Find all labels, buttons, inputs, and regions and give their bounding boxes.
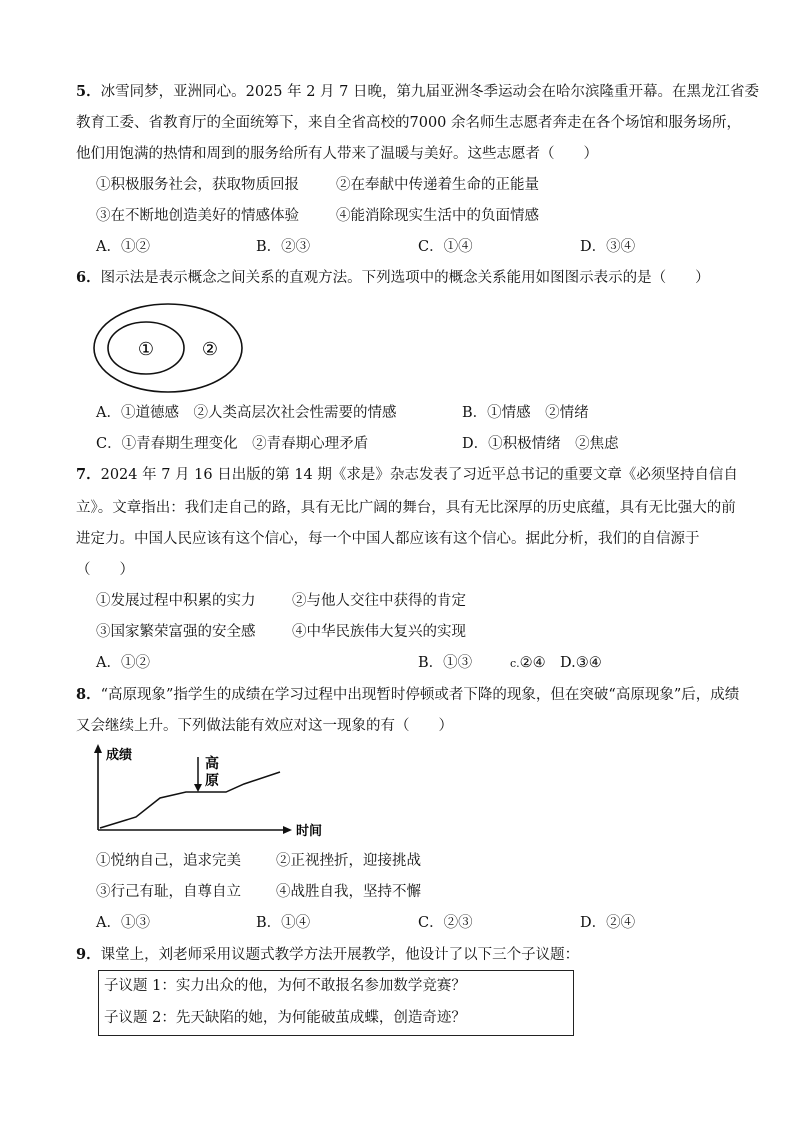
q8-statement-1: ①悦纳自己，追求完美 [96,853,241,869]
q8-option-c[interactable]: C．②③ [418,915,473,931]
q7-line-1 [76,465,738,485]
q5-option-c[interactable]: C．①④ [418,239,473,255]
q8-plateau-arrowhead [194,784,202,792]
q8-y-axis-arrow [94,744,102,753]
q8-chart-xlabel: 时间 [296,824,323,839]
q9-text-1: 课堂上，刘老师采用议题式教学方法开展教学，他设计了以下三个子议题： [100,947,580,963]
q5-statement-4: ④能消除现实生活中的负面情感 [336,208,539,224]
q6-venn-diagram [92,300,252,396]
q5-line-2: 教育工委、省教育厅的全面统筹下，来自全省高校的7000 余名师生志愿者奔走在各个场馆和服务场所， [76,115,742,131]
q9-subtopic-2: 子议题 2：先天缺陷的她，为何能破茧成蝶，创造奇迹？ [104,1010,466,1026]
q9-subtopic-1: 子议题 1：实力出众的他，为何不敢报名参加数学竞赛？ [104,978,466,994]
q6-option-b[interactable]: B．①情感 ②情绪 [462,405,589,421]
q7-option-a[interactable]: A．①② [96,655,150,671]
q8-score-curve [100,772,280,828]
q5-statement-3: ③在不断地创造美好的情感体验 [96,208,299,224]
q7-line-2: 立》。文章指出：我们走自己的路，具有无比广阔的舞台，具有无比深厚的历史底蕴，具有无比强大的前 [76,500,736,516]
q8-option-d[interactable]: D．②④ [580,915,636,931]
q8-annot-gao: 高 [205,756,219,772]
q6-line-1 [76,268,710,288]
q7-line-3: 进定力。中国人民应该有这个信心，每一个中国人都应该有这个信心。据此分析，我们的自信源于 [76,531,700,547]
q7-option-c[interactable] [510,653,546,674]
q7-option-b[interactable]: B．①③ [418,655,473,671]
q5-option-b[interactable]: B．②③ [256,239,311,255]
q6-outer-ellipse [94,304,242,392]
q7-option-c-prefix: c. [510,657,520,670]
q7-option-c-text: ②④ [519,655,546,671]
q7-statement-1: ①发展过程中积累的实力 [96,593,256,609]
q5-option-a[interactable]: A．①② [96,239,150,255]
q8-number: 8． [76,686,101,703]
q6-option-c[interactable]: C．①青春期生理变化 ②青春期心理矛盾 [96,436,369,452]
q9-line-1 [76,945,579,965]
q8-option-b[interactable]: B．①④ [256,915,311,931]
q8-annot-yuan: 原 [205,773,219,789]
q8-statement-2: ②正视挫折，迎接挑战 [276,853,421,869]
q8-line-2: 又会继续上升。下列做法能有效应对这一现象的有（ ） [76,718,453,734]
q6-option-d[interactable]: D．①积极情绪 ②焦虑 [462,436,619,452]
q6-outer-label: ② [201,339,219,360]
q8-chart-ylabel: 成绩 [106,748,133,763]
q7-text-1: 2024 年 7 月 16 日出版的第 14 期《求是》杂志发表了习近平总书记的重要文章《必须坚持自信自 [100,467,738,483]
q9-number: 9． [76,946,101,963]
q5-line-3: 他们用饱满的热情和周到的服务给所有人带来了温暖与美好。这些志愿者（ ） [76,146,598,162]
q7-statement-4: ④中华民族伟大复兴的实现 [292,624,466,640]
q8-statement-4: ④战胜自我，坚持不懈 [276,884,421,900]
q8-text-1: “高原现象”指学生的成绩在学习过程中出现暂时停顿或者下降的现象，但在突破“高原现象”后，成绩 [100,687,740,703]
q6-inner-label: ① [137,339,155,360]
q8-line-1 [76,685,739,705]
q7-line-4: （ ） [76,562,134,578]
q6-option-a[interactable]: A．①道德感 ②人类高层次社会性需要的情感 [96,405,397,421]
q5-statement-2: ②在奉献中传递着生命的正能量 [336,177,539,193]
q6-number: 6． [76,269,101,286]
q7-statement-3: ③国家繁荣富强的安全感 [96,624,256,640]
q8-statement-3: ③行己有耻，自尊自立 [96,884,241,900]
q5-statement-1: ①积极服务社会，获取物质回报 [96,177,299,193]
q5-text-1: 冰雪同梦，亚洲同心。2025 年 2 月 7 日晚，第九届亚洲冬季运动会在哈尔滨隆重开幕。在黑龙江省委 [100,84,759,100]
q8-x-axis-arrow [283,826,292,834]
q5-number: 5． [76,83,101,100]
q7-option-d[interactable]: D.③④ [560,655,602,671]
q5-option-d[interactable]: D．③④ [580,239,636,255]
q8-option-a[interactable]: A．①③ [96,915,150,931]
q7-number: 7． [76,466,101,483]
q6-text-1: 图示法是表示概念之间关系的直观方法。下列选项中的概念关系能用如图图示表示的是（ ） [100,270,710,286]
q8-plateau-chart [88,742,338,842]
q5-line-1 [76,82,759,102]
q7-statement-2: ②与他人交往中获得的肯定 [292,593,466,609]
